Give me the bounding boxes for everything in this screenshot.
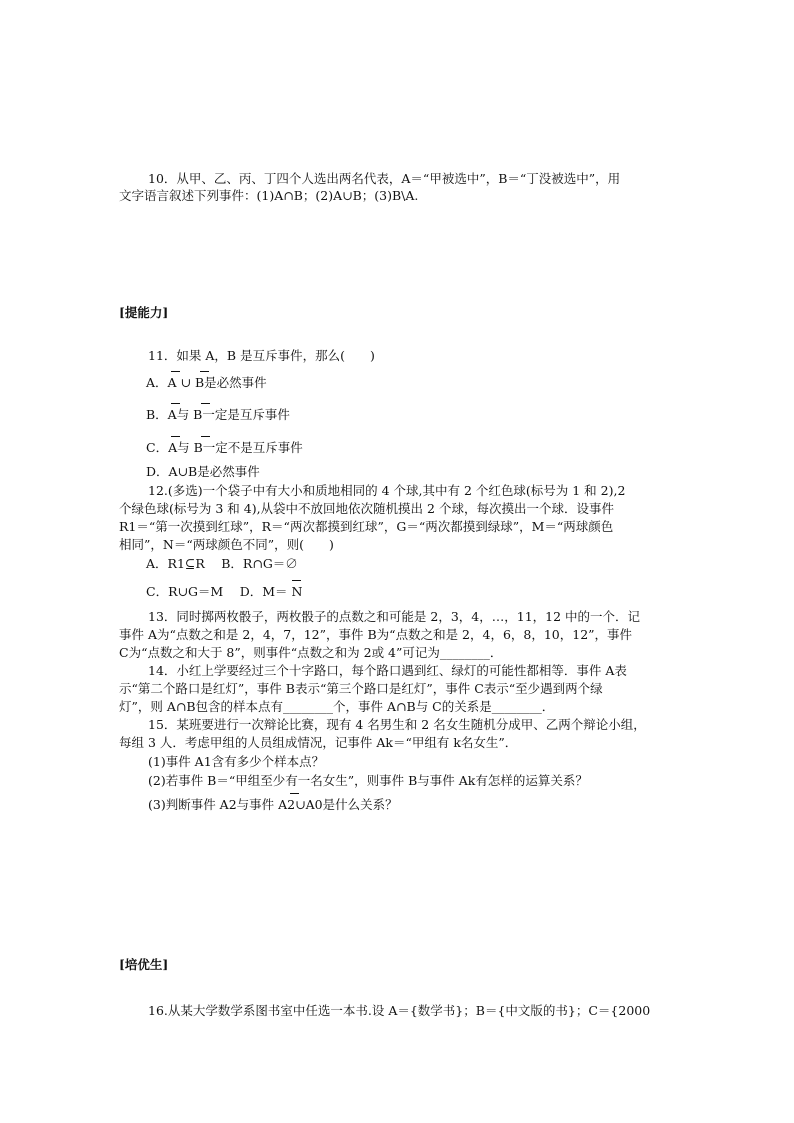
q11-option-a: A．A ∪ B是必然事件 — [146, 375, 267, 390]
q15-sub-2: (2)若事件 B＝“甲组至少有一名女生”，则事件 B与事件 Ak有怎样的运算关系？ — [148, 773, 588, 788]
q11-option-b: B．A与 B一定是互斥事件 — [146, 407, 290, 422]
q15-sub-3: (3)判断事件 A2与事件 A2∪A0是什么关系？ — [148, 797, 398, 812]
q10-line-2: 文字语言叙述下列事件：(1)A∩B；(2)A∪B；(3)B\A. — [119, 188, 419, 203]
q11-b-overline-1 — [171, 403, 180, 404]
section-heading-excellence: [培优生] — [119, 957, 169, 972]
q13-line-1: 13．同时掷两枚骰子，两枚骰子的点数之和可能是 2，3，4，…，11，12 中的一个．记 — [148, 609, 641, 624]
q12-options-cd: C．R∪G＝M D．M＝ N — [146, 584, 303, 599]
q13-line-3: C为“点数之和大于 8”，则事件“点数之和为 2或 4”可记为________． — [119, 645, 503, 660]
q14-line-3: 灯”，则 A∩B包含的样本点有________个，事件 A∩B与 C的关系是________． — [119, 699, 555, 714]
q11-stem: 11．如果 A，B 是互斥事件，那么( ) — [148, 348, 375, 363]
q11-option-d: D．A∪B是必然事件 — [146, 464, 260, 479]
q15-s3-overline — [290, 793, 299, 794]
q13-line-2: 事件 A为“点数之和是 2，4，7，12”，事件 B为“点数之和是 2，4，6，8，10，12”，事件 — [119, 627, 633, 642]
q15-line-2: 每组 3 人．考虑甲组的人员组成情况，记事件 Ak＝“甲组有 k名女生”． — [119, 735, 518, 750]
q12-d-overline — [292, 580, 301, 581]
q12-options-ab: A．R1⊆R B．R∩G＝∅ — [146, 556, 298, 571]
q11-a-overline-2 — [200, 371, 209, 372]
q11-c-overline-2 — [201, 436, 210, 437]
q16-line-1: 16.从某大学数学系图书室中任选一本书.设 A＝{数学书}；B＝{中文版的书}；C＝{2000 — [148, 1003, 651, 1018]
q12-line-2: 个绿色球(标号为 3 和 4),从袋中不放回地依次随机摸出 2 个球，每次摸出一个球．设事件 — [119, 501, 614, 516]
q11-a-overline-1 — [171, 371, 180, 372]
q15-line-1: 15．某班要进行一次辩论比赛，现有 4 名男生和 2 名女生随机分成甲、乙两个辩论小组， — [148, 717, 646, 732]
q12-line-3: R1＝“第一次摸到红球”，R＝“两次都摸到红球”，G＝“两次都摸到绿球”，M＝“两球颜色 — [119, 519, 614, 534]
q11-b-overline-2 — [201, 403, 210, 404]
q12-line-1: 12.(多选)一个袋子中有大小和质地相同的 4 个球,其中有 2 个红色球(标号为 1 和 2),2 — [148, 483, 626, 498]
q14-line-1: 14．小红上学要经过三个十字路口，每个路口遇到红、绿灯的可能性都相等．事件 A表 — [148, 663, 627, 678]
q15-sub-1: (1)事件 A1含有多少个样本点？ — [148, 754, 325, 769]
section-heading-improve: [提能力] — [119, 305, 169, 320]
q11-option-c: C．A与 B一定不是互斥事件 — [146, 440, 303, 455]
q12-line-4: 相同”，N＝“两球颜色不同”，则( ) — [119, 537, 334, 552]
q11-c-overline-1 — [171, 436, 180, 437]
q14-line-2: 示“第二个路口是红灯”，事件 B表示“第三个路口是红灯”，事件 C表示“至少遇到两个绿 — [119, 681, 603, 696]
q10-line-1: 10．从甲、乙、丙、丁四个人选出两名代表，A＝“甲被选中”，B＝“丁没被选中”，用 — [148, 171, 621, 186]
